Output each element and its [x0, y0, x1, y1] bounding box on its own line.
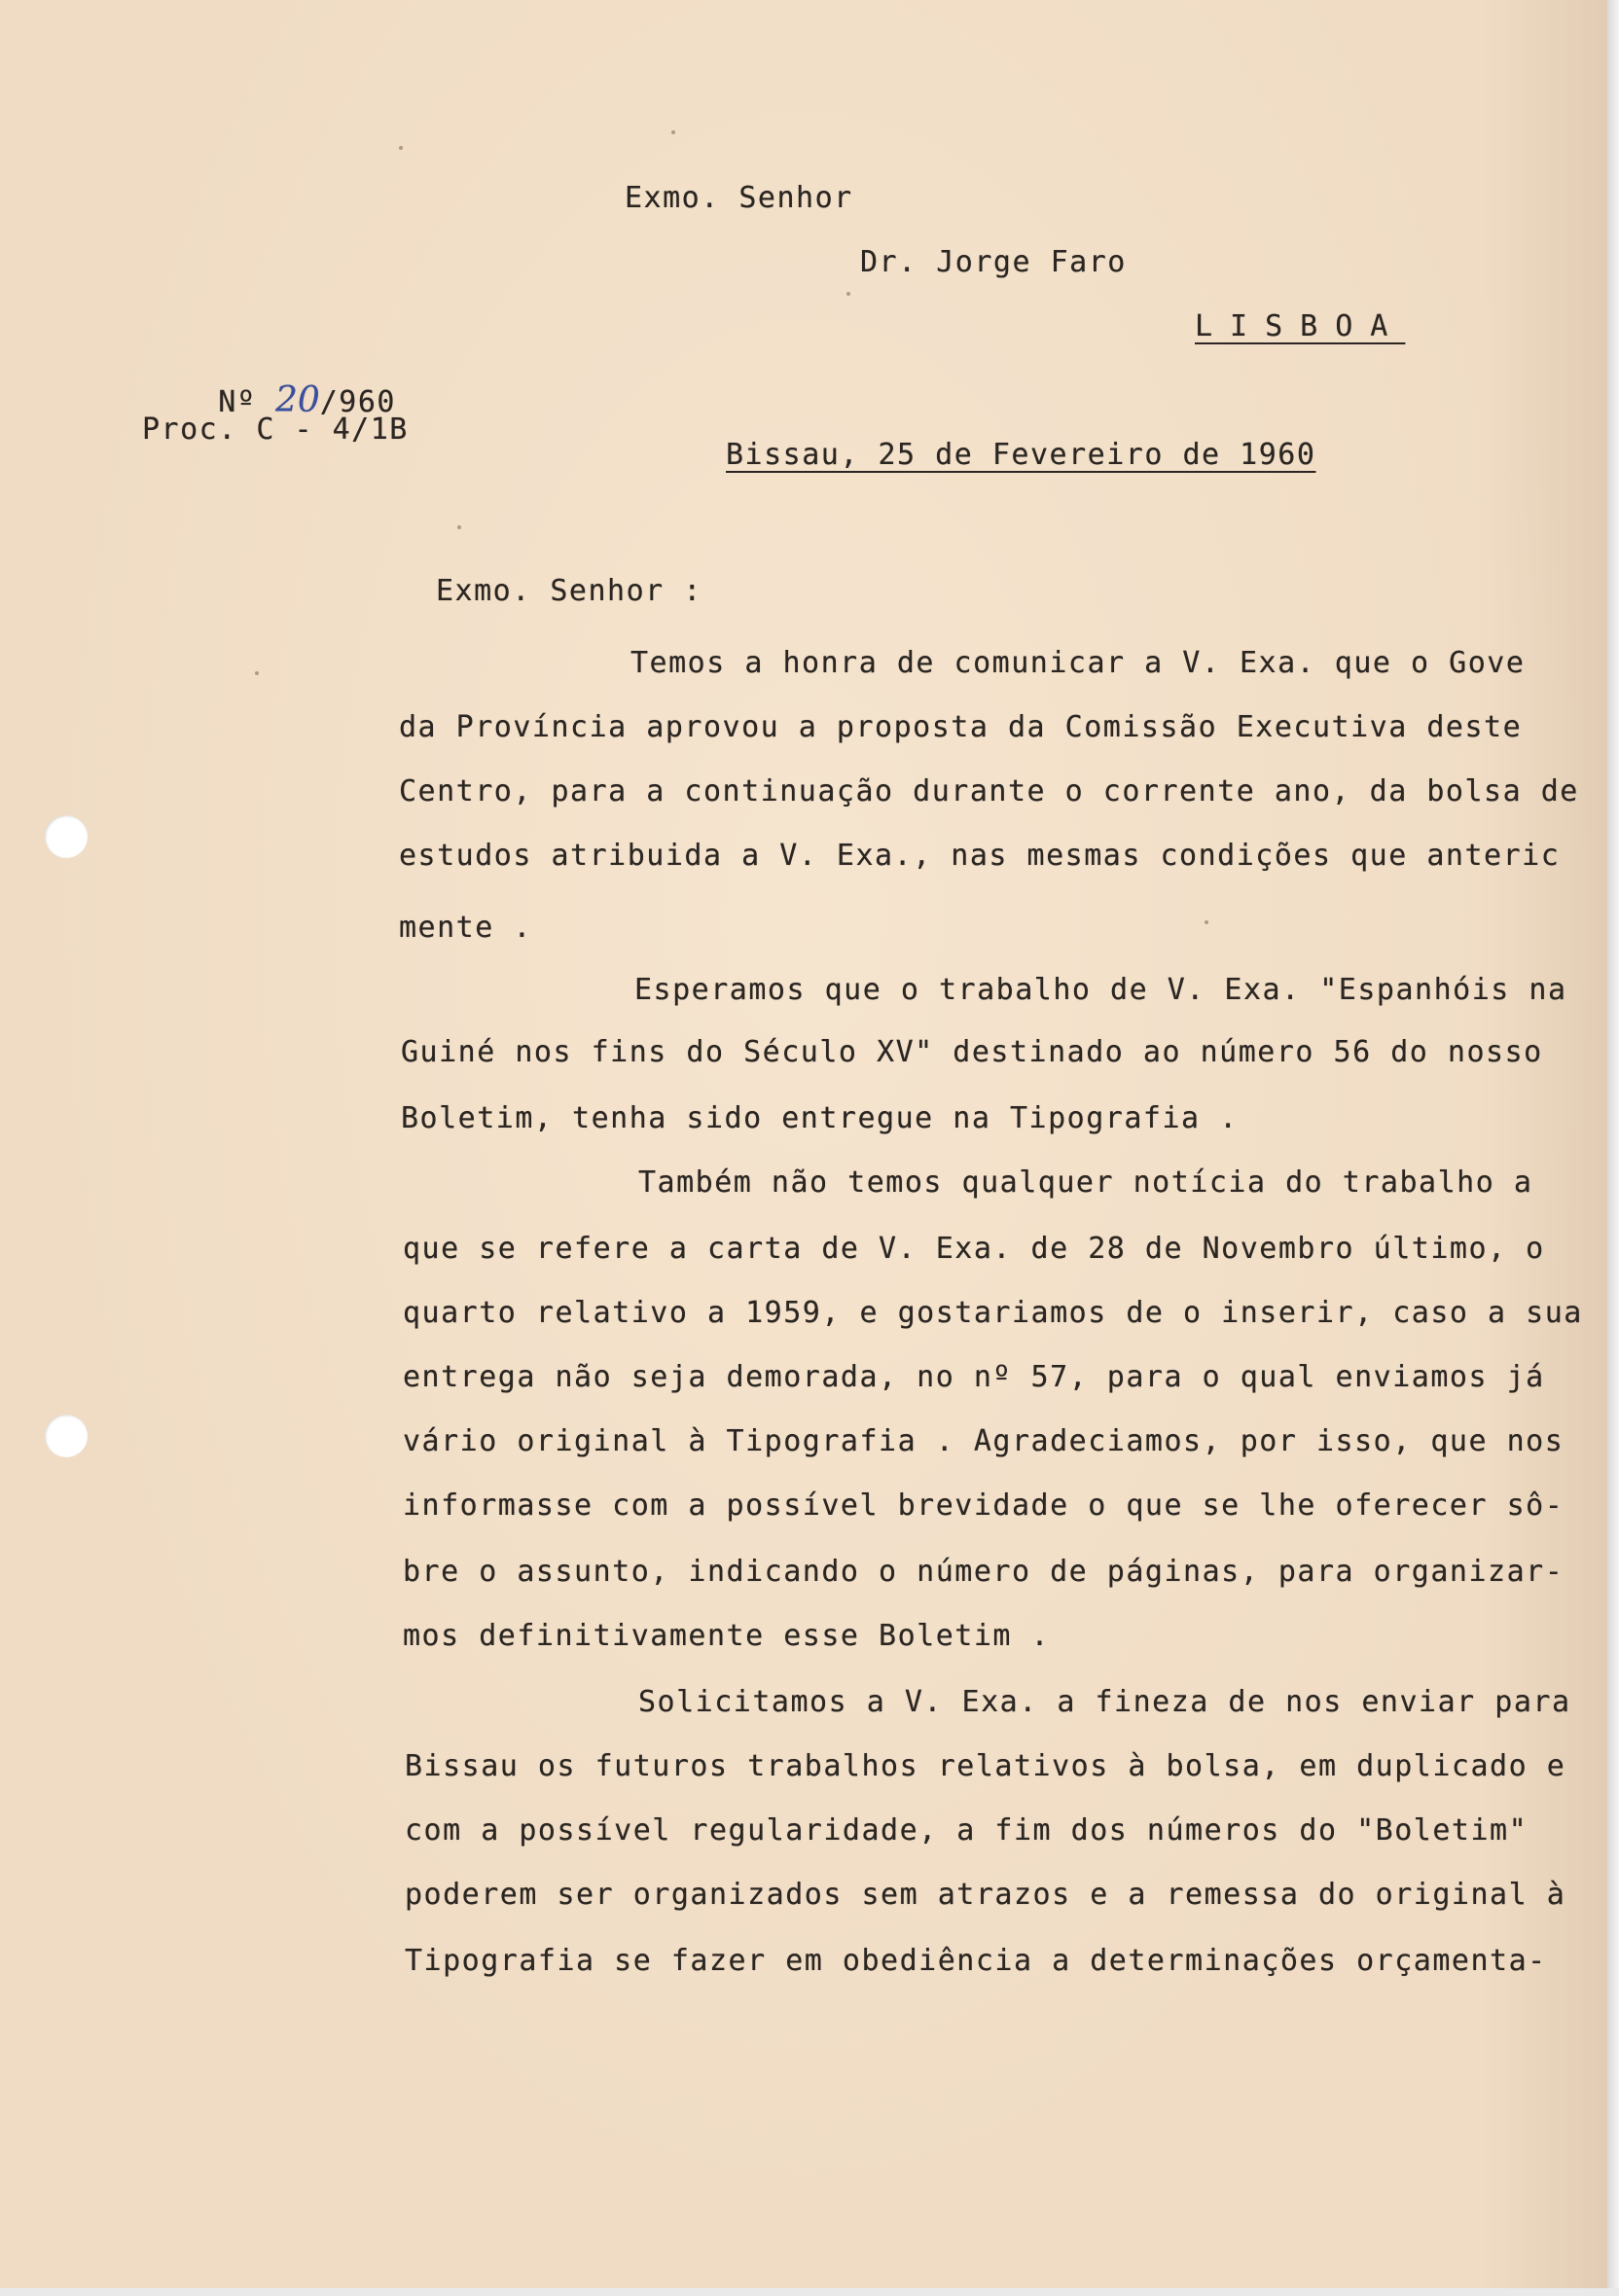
punch-hole-bottom: [45, 1415, 88, 1457]
reference-number-prefix: Nº: [218, 385, 275, 419]
body-line: quarto relativo a 1959, e gostariamos de o inserir, caso a sua: [403, 1296, 1583, 1330]
salutation-top: Exmo. Senhor: [625, 181, 853, 215]
body-line: da Província aprovou a proposta da Comissão Executiva deste: [399, 710, 1523, 744]
scan-edge-right: [1607, 0, 1619, 2296]
paper-speck: [255, 671, 259, 675]
body-line: Centro, para a continuação durante o corrente ano, da bolsa de: [399, 774, 1579, 808]
body-line: com a possível regularidade, a fim dos números do "Boletim": [405, 1813, 1529, 1848]
process-reference: Proc. C - 4/1B: [142, 413, 409, 447]
body-line: estudos atribuida a V. Exa., nas mesmas condições que anteric: [399, 839, 1561, 873]
punch-hole-top: [45, 815, 88, 858]
paper-speck: [457, 525, 461, 529]
body-line: informasse com a possível brevidade o que se lhe oferecer sô-: [403, 1489, 1565, 1523]
body-line: entrega não seja demorada, no nº 57, para o qual enviamos já: [403, 1360, 1545, 1394]
body-line: mente .: [399, 911, 532, 945]
body-line: que se refere a carta de V. Exa. de 28 de Novembro último, o: [403, 1232, 1545, 1266]
body-line: Tipografia se fazer em obediência a determinações orçamenta-: [405, 1944, 1547, 1978]
reference-number-handwritten: 20: [274, 380, 320, 420]
paper-speck: [846, 292, 850, 296]
body-line: vário original à Tipografia . Agradeciamos, por isso, que nos: [403, 1424, 1565, 1458]
body-line: Também não temos qualquer notícia do trabalho a: [638, 1166, 1533, 1200]
scan-edge-bottom: [0, 2288, 1619, 2296]
body-line: Bissau os futuros trabalhos relativos à bolsa, em duplicado e: [405, 1749, 1566, 1783]
body-line: Solicitamos a V. Exa. a fineza de nos enviar para: [638, 1685, 1571, 1719]
paper-speck: [671, 130, 675, 134]
body-line: mos definitivamente esse Boletim .: [403, 1619, 1051, 1653]
paper-speck: [399, 146, 403, 150]
body-line: Guiné nos fins do Século XV" destinado ao número 56 do nosso: [401, 1035, 1543, 1069]
paper-speck: [1205, 920, 1208, 924]
recipient-name: Dr. Jorge Faro: [860, 245, 1127, 279]
body-line: Esperamos que o trabalho de V. Exa. "Espanhóis na: [634, 973, 1567, 1007]
body-line: Temos a honra de comunicar a V. Exa. que o Gove: [630, 646, 1526, 680]
recipient-city: LISBOA: [1195, 309, 1406, 343]
body-line: bre o assunto, indicando o número de páginas, para organizar-: [403, 1555, 1565, 1589]
place-date: Bissau, 25 de Fevereiro de 1960: [726, 438, 1316, 472]
greeting: Exmo. Senhor :: [436, 574, 702, 608]
body-line: Boletim, tenha sido entregue na Tipografia .: [401, 1101, 1239, 1135]
body-line: poderem ser organizados sem atrazos e a remessa do original à: [405, 1878, 1566, 1912]
reference-number-suffix: /960: [319, 385, 396, 419]
